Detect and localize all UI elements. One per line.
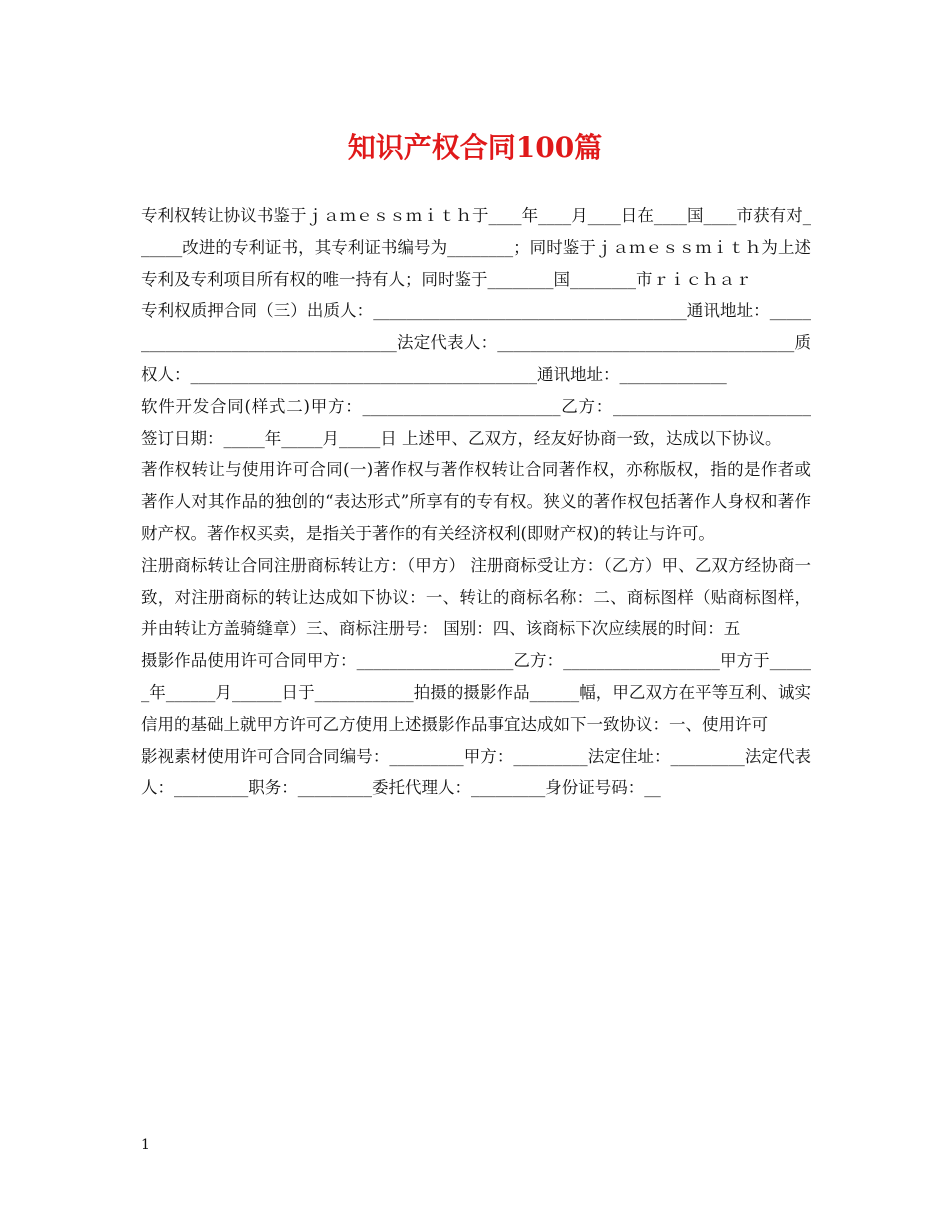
paragraph-film-material-license: 影视素材使用许可合同合同编号：_________甲方：_________法定住址：_________法定代表人：_________职务：_________委托代理人：_________身份证号码：__ — [141, 746, 811, 798]
document-body — [141, 200, 811, 804]
document-title: 知识产权合同100篇 — [347, 131, 603, 164]
paragraph-patent-pledge: 专利权质押合同（三）出质人：______________________________________通讯地址：____________________________________法定代表人：____________________________________质权人：__________________________________________通讯地址：_____________ — [141, 301, 811, 384]
page-number: 1 — [141, 1137, 150, 1153]
paragraph-copyright-license: 著作权转让与使用许可合同(一)著作权与著作权转让合同著作权，亦称版权，指的是作者或著作人对其作品的独创的“表达形式”所享有的专有权。狭义的著作权包括著作人身权和著作财产权。著作权买卖，是指关于著作的有关经济权利(即财产权)的转让与许可。 — [141, 460, 811, 543]
paragraph-trademark-transfer: 注册商标转让合同注册商标转让方：（甲方） 注册商标受让方：（乙方）甲、乙双方经协商一致，对注册商标的转让达成如下协议：一、转让的商标名称：二、商标图样（贴商标图样，并由转让方盖骑缝章）三、商标注册号： 国别：四、该商标下次应续展的时间：五 — [141, 555, 811, 639]
paragraph-patent-transfer: 专利权转让协议书鉴于ｊａｍｅｓｓｍｉｔｈ于____年____月____日在____国____市获有对______改进的专利证书，其专利证书编号为________；同时鉴于ｊａｍｅｓｓｍｉｔｈ为上述专利及专利项目所有权的唯一持有人；同时鉴于________国________市ｒｉｃｈａｒ — [141, 206, 811, 289]
paragraph-photography-license: 摄影作品使用许可合同甲方：___________________乙方：___________________甲方于______年______月______日于____________拍摄的摄影作品______幅，甲乙双方在平等互利、诚实信用的基础上就甲方许可乙方使用上述摄影作品事宜达成如下一致协议：一、使用许可 — [141, 651, 811, 734]
paragraph-software-development: 软件开发合同(样式二)甲方：________________________乙方：________________________签订日期：_____年_____月_____日 上述甲、乙双方，经友好协商一致，达成以下协议。 — [141, 396, 811, 448]
